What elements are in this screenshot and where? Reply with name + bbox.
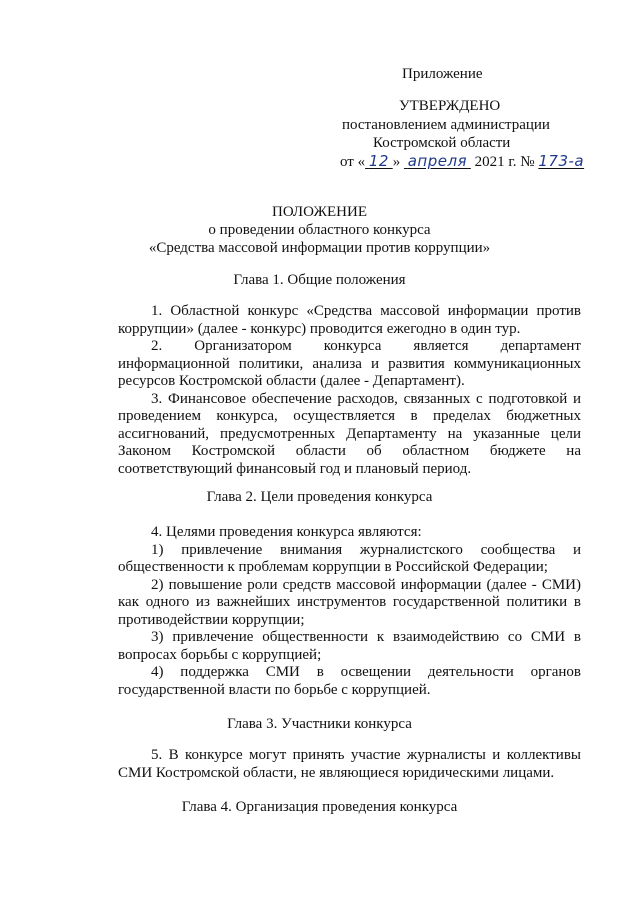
decree-line-2: Костромской области <box>373 135 511 151</box>
goal-4: 4) поддержка СМИ в освещении деятельности органов государственной власти по борьбе с коррупцией. <box>118 664 581 698</box>
date-day <box>365 154 393 170</box>
goal-2: 2) повышение роли средств массовой информации (далее - СМИ) как одного из важнейших инструментов государственной политики в противодействии коррупции; <box>118 576 581 628</box>
date-prefix: от « <box>340 154 366 170</box>
date-year: 2021 г. № <box>474 154 535 170</box>
goal-3: 3) привлечение общественности к взаимодействию со СМИ в вопросах борьбы с коррупцией; <box>118 629 581 663</box>
document-subtitle-1: о проведении областного конкурса <box>208 222 431 238</box>
date-mid: » <box>392 154 401 170</box>
paragraph-3: 3. Финансовое обеспечение расходов, связанных с подготовкой и проведением конкурса, осуществляется в пределах бюджетных ассигнований, предусмотренных Департаменту на указанные цели Законом Костромской области об областном бюджете на соответствующий финансовый год и плановый период. <box>118 390 581 477</box>
chapter-2-body <box>118 524 581 699</box>
date-month <box>404 154 471 170</box>
date-month-handwritten: апреля <box>407 152 468 170</box>
chapter-2-heading: Глава 2. Цели проведения конкурса <box>206 489 433 505</box>
chapter-4-heading: Глава 4. Организация проведения конкурса <box>181 799 458 815</box>
paragraph-4: 4. Целями проведения конкурса являются: <box>151 524 422 540</box>
appendix-label: Приложение <box>402 66 483 82</box>
decree-date-line <box>340 153 584 171</box>
chapter-3-body <box>118 747 581 782</box>
chapter-1-body <box>118 303 581 478</box>
paragraph-2: 2. Организатором конкурса является департамент информационной политики, анализа и развития коммуникационных ресурсов Костромской области (далее - Департамент). <box>118 338 581 389</box>
date-number-handwritten: 173-а <box>538 152 585 170</box>
approved-label: УТВЕРЖДЕНО <box>399 98 501 114</box>
paragraph-5: 5. В конкурсе могут принять участие журналисты и коллективы СМИ Костромской области, не являющиеся юридическими лицами. <box>118 747 581 781</box>
date-day-handwritten: 12 <box>368 152 389 170</box>
decree-line-1: постановлением администрации <box>342 117 550 133</box>
goal-1: 1) привлечение внимания журналистского сообщества и общественности к проблемам коррупции в Российской Федерации; <box>118 541 581 575</box>
document-title: ПОЛОЖЕНИЕ <box>272 204 367 220</box>
date-number <box>538 154 584 170</box>
chapter-1-heading: Глава 1. Общие положения <box>233 272 406 288</box>
document-subtitle-2: «Средства массовой информации против коррупции» <box>148 240 491 256</box>
chapter-3-heading: Глава 3. Участники конкурса <box>227 716 412 732</box>
paragraph-1: 1. Областной конкурс «Средства массовой информации против коррупции» (далее - конкурс) проводится ежегодно в один тур. <box>118 303 581 337</box>
